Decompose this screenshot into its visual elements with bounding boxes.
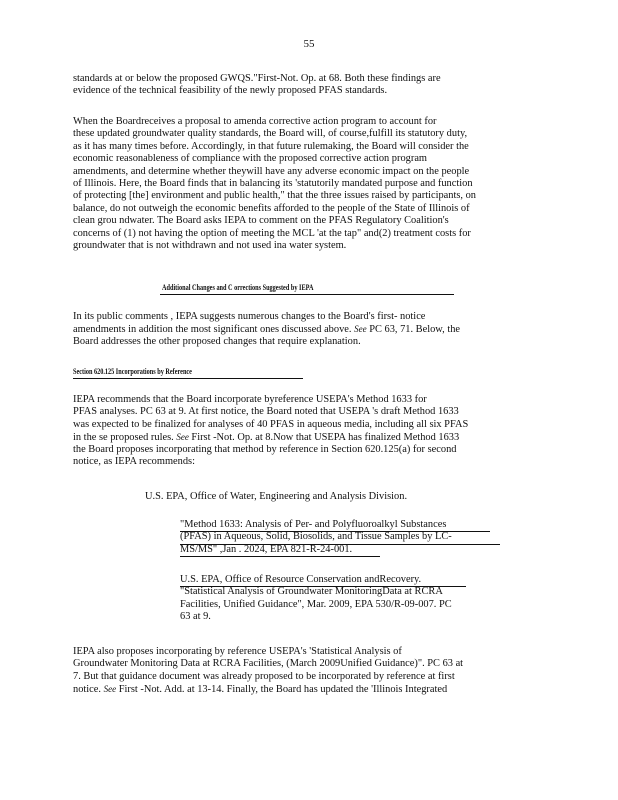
paragraph-4 bbox=[73, 394, 535, 468]
reference-line: 63 at 9. bbox=[180, 611, 211, 623]
heading-underline bbox=[160, 294, 454, 295]
text-line: of Illinois. Here, the Board finds that in balancing its 'statutorily mandated purpose and function bbox=[73, 177, 473, 189]
text-line bbox=[73, 323, 535, 335]
text-segment: in the se proposed rules. bbox=[73, 432, 174, 444]
text-line: notice, as IEPA recommends: bbox=[73, 455, 195, 467]
reference-line: "Method 1633: Analysis of Per- and Polyfluoroalkyl Substances bbox=[180, 519, 447, 530]
paragraph-3 bbox=[73, 311, 535, 348]
text-segment: First -Not. Add. at 13-14. Finally, the Board has updated the 'Illinois Integrated bbox=[116, 684, 448, 696]
text-segment: notice. bbox=[73, 684, 101, 696]
agency-line bbox=[145, 491, 505, 503]
text-line: evidence of the technical feasibility of the newly proposed PFAS standards. bbox=[73, 85, 388, 97]
text-line: amendments, and determine whether theywill have any adverse economic impact on the people bbox=[73, 165, 470, 177]
see-signal: See bbox=[103, 684, 117, 695]
text-line: these updated groundwater quality standards, the Board will, of course,fulfill its statutory duty, bbox=[73, 128, 468, 140]
text-line: IEPA recommends that the Board incorporate byreference USEPA's Method 1633 for bbox=[73, 394, 427, 405]
section-heading-additional-changes: Additional Changes and C orrections Suggested by IEPA bbox=[162, 283, 314, 292]
text-line: groundwater that is not withdrawn and not used ina water system. bbox=[73, 239, 347, 251]
text-line: clean grou ndwater. The Board asks IEPA to comment on the PFAS Regulatory Coalition's bbox=[73, 215, 449, 227]
text-line bbox=[73, 431, 535, 443]
reference-line: U.S. EPA, Office of Resource Conservation andRecovery. bbox=[180, 574, 422, 585]
page-number: 55 bbox=[303, 38, 315, 50]
reference-underline bbox=[180, 556, 380, 557]
citation: PC 63, 71. Below, the bbox=[366, 324, 461, 336]
heading-underline bbox=[73, 378, 303, 379]
text-line: Board addresses the other proposed changes that require explanation. bbox=[73, 335, 361, 347]
reference-statistical-analysis bbox=[180, 574, 540, 624]
text-line: standards at or below the proposed GWQS."First-Not. Op. at 68. Both these findings are bbox=[73, 73, 441, 84]
see-signal: See bbox=[354, 324, 367, 335]
text-segment: First -Not. Op. at 8.Now that USEPA has finalized Method 1633 bbox=[188, 432, 460, 444]
reference-line: Facilities, Unified Guidance", Mar. 2009, EPA 530/R-09-007. PC bbox=[180, 598, 452, 610]
text-line: In its public comments , IEPA suggests numerous changes to the Board's first- notice bbox=[73, 311, 426, 322]
text-line: the Board proposes incorporating that method by reference in Section 620.125(a) for second bbox=[73, 443, 457, 455]
reference-line: MS/MS" ,Jan . 2024, EPA 821-R-24-001. bbox=[180, 543, 353, 555]
text-line: IEPA also proposes incorporating by reference USEPA's 'Statistical Analysis of bbox=[73, 646, 402, 657]
reference-method-1633 bbox=[180, 519, 540, 556]
see-signal: See bbox=[176, 432, 189, 443]
text-segment: amendments in addition the most significant ones discussed above. bbox=[73, 324, 352, 336]
text-line: balance, do not outweigh the economic benefits afforded to the people of the State of Illinois of bbox=[73, 202, 470, 214]
text-line: 7. But that guidance document was already proposed to be incorporated by reference at first bbox=[73, 670, 455, 682]
paragraph-2 bbox=[73, 116, 535, 252]
section-heading-620-125: Section 620.125 Incorporations by Reference bbox=[73, 367, 192, 376]
text-line: When the Boardreceives a proposal to amenda corrective action program to account for bbox=[73, 116, 437, 127]
text-line: Groundwater Monitoring Data at RCRA Facilities, (March 2009Unified Guidance)". PC 63 at bbox=[73, 658, 464, 670]
reference-line: "Statistical Analysis of Groundwater MonitoringData at RCRA bbox=[180, 586, 443, 598]
text-line: concerns of (1) not having the option of meeting the MCL 'at the tap" and(2) treatment costs for bbox=[73, 227, 471, 239]
text-line: as it has many times before. Accordingly, in that future rulemaking, the Board will consider the bbox=[73, 140, 469, 152]
text-line: economic reasonableness of compliance with the proposed corrective action program bbox=[73, 153, 428, 165]
reference-underline bbox=[180, 544, 500, 545]
text-line: PFAS analyses. PC 63 at 9. At first notice, the Board noted that USEPA 's draft Method 1633 bbox=[73, 406, 459, 418]
text-line bbox=[73, 683, 535, 695]
text-line: of protecting [the] environment and public health," that the three issues raised by participants, on bbox=[73, 190, 477, 202]
text-line: was expected to be finalized for analyses of 40 PFAS in aqueous media, including all six PFAS bbox=[73, 418, 469, 430]
paragraph-1 bbox=[73, 73, 535, 98]
paragraph-5 bbox=[73, 646, 535, 696]
reference-line: (PFAS) in Aqueous, Solid, Biosolids, and Tissue Samples by LC- bbox=[180, 531, 452, 543]
agency-text: U.S. EPA, Office of Water, Engineering and Analysis Division. bbox=[145, 491, 408, 502]
reference-underline bbox=[180, 531, 490, 532]
reference-underline bbox=[180, 586, 466, 587]
